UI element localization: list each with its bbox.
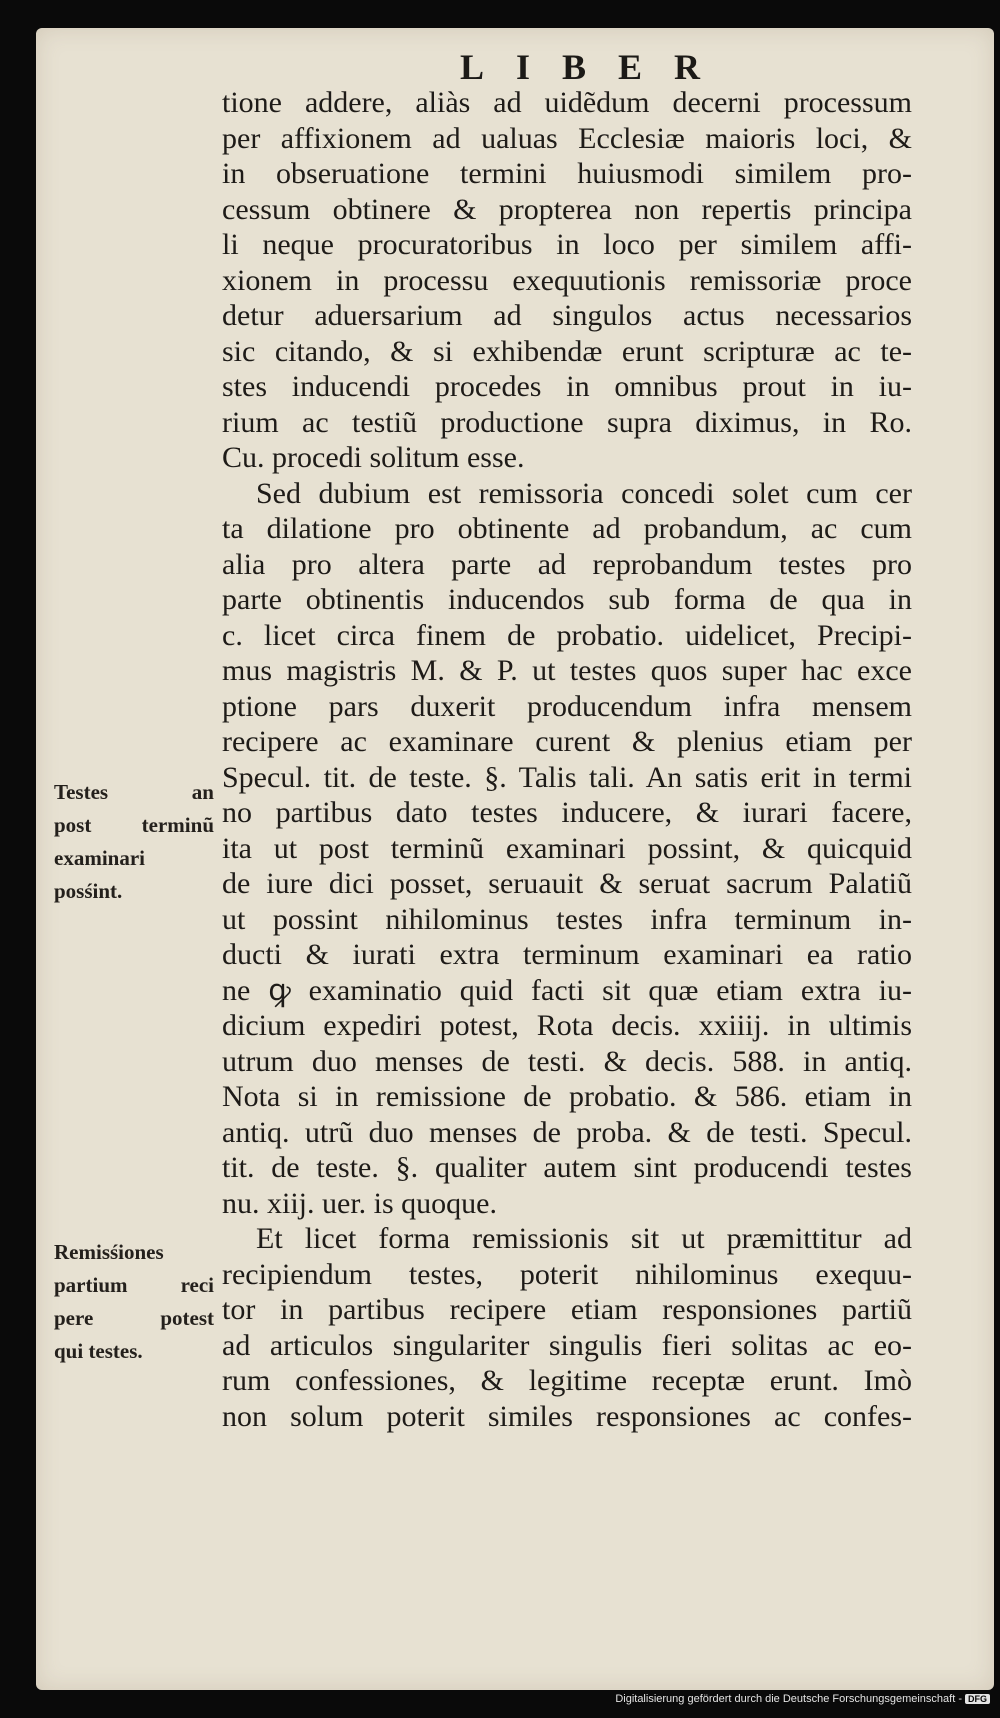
dfg-logo: DFG [965,1694,990,1704]
text-line: xionem in processu exequutionis remissoriæ proce [222,263,912,297]
margin-note-remissiones [54,1236,214,1368]
margin-note-line: Remisśiones [54,1240,164,1264]
text-line: li neque procuratoribus in loco per similem affi- [222,228,912,261]
text-line: nu. xiij. uer. is quoque. [222,1186,497,1220]
text-line: Cu. procedi solitum esse. [222,441,525,474]
text-line: ptione pars duxerit producendum infra mensem [222,689,912,723]
margin-note-line: Testes an [54,780,214,804]
text-line: no partibus dato testes inducere, & iurari facere, [222,796,912,829]
text-line: ita ut post terminũ examinari possint, & quicquid [222,831,912,865]
text-line: Sed dubium est remissoria concedi solet cum cer [256,476,912,510]
main-text-block [222,85,912,1434]
margin-note-line: examinari [54,846,145,870]
margin-note-line: pere potest [54,1306,214,1330]
text-line: per affixionem ad ualuas Ecclesiæ maioris loci, & [222,121,912,155]
text-line: utrum duo menses de testi. & decis. 588. in antiq. [222,1044,912,1078]
text-line: alia pro altera parte ad reprobandum testes pro [222,547,912,581]
text-line: mus magistris M. & P. ut testes quos super hac exce [222,654,912,687]
margin-note-line: posśint. [54,879,123,903]
text-line: stes inducendi procedes in omnibus prout in iu- [222,370,912,403]
text-line: tor in partibus recipere etiam responsiones partiũ [222,1293,912,1326]
text-line: ut possint nihilominus testes infra terminum in- [222,902,912,936]
text-line: Specul. tit. de teste. §. Talis tali. An satis erit in termi [222,760,912,794]
text-line: non solum poterit similes responsiones ac confes- [222,1399,912,1433]
text-line: rium ac testiũ productione supra diximus, in Ro. [222,405,912,439]
margin-note-line: partium reci [54,1273,214,1297]
text-line: c. licet circa finem de probatio. uidelicet, Precipi- [222,618,912,652]
text-line: ducti & iurati extra terminum examinari ea ratio [222,938,912,971]
text-line: ad articulos singulariter singulis fieri solitas ac eo- [222,1328,912,1362]
text-line: recipere ac examinare curent & plenius etiam per [222,725,912,758]
margin-note-line: qui testes. [54,1339,143,1363]
running-header: LIBER [460,47,733,87]
text-line: sic citando, & si exhibendæ erunt scripturæ ac te- [222,334,912,368]
text-line: antiq. utrũ duo menses de proba. & de testi. Specul. [222,1115,912,1149]
text-line: de iure dici posset, seruauit & seruat sacrum Palatiũ [222,867,912,900]
credit-text: Digitalisierung gefördert durch die Deutsche Forschungsgemeinschaft - [615,1693,962,1705]
text-line: Et licet forma remissionis sit ut præmittitur ad [256,1222,912,1255]
digitization-credit [615,1693,990,1705]
text-line: ne ꝙ examinatio quid facti sit quæ etiam extra iu- [222,973,912,1007]
margin-note-line: post terminũ [54,813,214,837]
text-line: tit. de teste. §. qualiter autem sint producendi testes [222,1151,912,1184]
text-line: ta dilatione pro obtinente ad probandum, ac cum [222,512,912,545]
text-line: recipiendum testes, poterit nihilominus exequu- [222,1257,912,1291]
text-line: dicium expediri potest, Rota decis. xxiiij. in ultimis [222,1009,912,1042]
text-line: tione addere, aliàs ad uidẽdum decerni processum [222,86,912,119]
text-line: Nota si in remissione de probatio. & 586. etiam in [222,1080,912,1113]
text-line: in obseruatione termini huiusmodi similem pro- [222,157,912,190]
text-line: parte obtinentis inducendos sub forma de qua in [222,583,912,616]
text-line: detur aduersarium ad singulos actus necessarios [222,299,912,332]
text-line: rum confessiones, & legitime receptæ erunt. Imò [222,1364,912,1397]
text-line: cessum obtinere & propterea non repertis principa [222,192,912,226]
margin-note-testes [54,776,214,908]
